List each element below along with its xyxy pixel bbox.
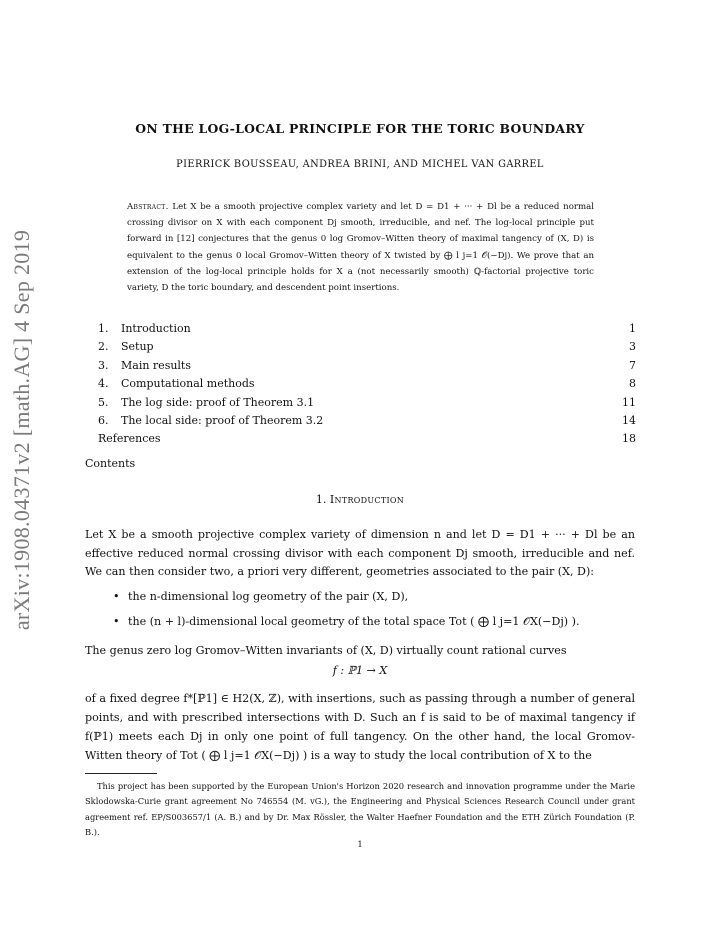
footnote-text: This project has been supported by the European Union's Horizon 2020 research and innovation programme under the Marie Sklodowska-Curie grant agreement No 746554 (M. vG.), the Engineering and Physical Sciences Research Council under grant agreement ref. EP/S003657/1 (A. B.) and by Dr. Max Rössler, the Walter Haefner Foundation and the ETH Zürich Foundation (P. B.). — [85, 781, 635, 837]
toc-entry-number: 3. — [98, 358, 109, 372]
footnote — [85, 779, 635, 840]
toc-entry[interactable] — [98, 394, 636, 412]
paper-authors: PIERRICK BOUSSEAU, ANDREA BRINI, AND MICHEL VAN GARREL — [176, 159, 544, 170]
toc-entry-page: 11 — [622, 395, 636, 409]
toc-entry-number: 5. — [98, 395, 109, 409]
list-item-text: the n-dimensional log geometry of the pair (X, D), — [128, 590, 409, 603]
display-equation: f : ℙ1 → X — [332, 664, 388, 677]
list-item — [113, 612, 633, 637]
bullet-list — [113, 587, 633, 637]
section-heading — [85, 493, 635, 506]
toc-entry[interactable] — [98, 412, 636, 430]
footnote-rule — [85, 773, 157, 774]
toc-entry-number: 2. — [98, 340, 109, 354]
toc-entry-number: 6. — [98, 413, 109, 427]
page-number: 1 — [357, 839, 363, 849]
bullet-icon: • — [113, 615, 120, 628]
arxiv-sidebar-stamp — [4, 215, 40, 645]
toc-entry-number: 1. — [98, 322, 109, 335]
toc-entry[interactable] — [98, 338, 636, 356]
list-item-text: the (n + l)-dimensional local geometry of the total space Tot ( ⨁ l j=1 𝒪X(−Dj) ). — [128, 615, 580, 628]
toc-entry-page: 1 — [629, 322, 636, 335]
toc-entry[interactable] — [98, 320, 636, 338]
toc-entry-title[interactable]: Computational methods — [121, 377, 255, 391]
abstract — [127, 199, 594, 296]
toc-entry-number: 4. — [98, 377, 109, 391]
paragraph: of a fixed degree f*[ℙ1] ∈ H2(X, ℤ), with insertions, such as passing through a number of general points, and with prescribed intersections with D. Such an f is said to be of maximal tangency if f(ℙ1) meets each Dj in only one point of full tangency. On the other hand, the local Gromov-Witten theory of Tot ( ⨁ l j=1 𝒪X(−Dj) ) is a way to study the local contribution of X to the — [85, 692, 635, 762]
list-item — [113, 587, 633, 612]
paragraph: The genus zero log Gromov–Witten invariants of (X, D) virtually count rational curves — [85, 644, 567, 657]
toc-references-page: 18 — [622, 432, 636, 446]
contents-heading: Contents — [85, 457, 136, 470]
toc-entry[interactable] — [98, 375, 636, 393]
paper-title: ON THE LOG-LOCAL PRINCIPLE FOR THE TORIC BOUNDARY — [135, 121, 585, 136]
toc-entry-page: 7 — [629, 358, 636, 372]
toc-entry-title[interactable]: The log side: proof of Theorem 3.1 — [121, 395, 315, 409]
section-title: Introduction — [329, 493, 405, 506]
paragraph: Let X be a smooth projective complex variety of dimension n and let D = D1 + ··· + Dl be an effective reduced normal crossing divisor with each component Dj smooth, irreducible and nef. We can then consider two, a priori very different, geometries associated to the pair (X, D): — [85, 528, 635, 579]
abstract-label: Abstract. — [127, 202, 169, 212]
toc-references-title[interactable]: References — [98, 432, 161, 446]
abstract-text: Let X be a smooth projective complex variety and let D = D1 + ··· + Dl be a reduced normal crossing divisor on X with each component Dj smooth, irreducible, and nef. The log-local principle put forward in [12] conjectures that the genus 0 log Gromov–Witten theory of maximal tangency of (X, D) is equivalent to the genus 0 local Gromov–Witten theory of X twisted by ⨁ l j=1 𝒪(−Dj). We prove that an extension of the log-local principle holds for X a (not necessarily smooth) ℚ-factorial projective toric variety, D the toric boundary, and descendent point insertions. — [127, 202, 594, 294]
toc-entry-title[interactable]: The local side: proof of Theorem 3.2 — [121, 413, 324, 427]
toc-entry-references[interactable] — [98, 430, 636, 448]
toc-entry-title[interactable]: Introduction — [121, 322, 191, 335]
section-number: 1. — [315, 493, 327, 506]
toc-entry-title[interactable]: Main results — [121, 358, 192, 372]
toc-entry-page: 3 — [629, 340, 636, 354]
bullet-icon: • — [113, 590, 120, 603]
toc-entry-page: 14 — [622, 413, 636, 427]
toc-entry[interactable] — [98, 357, 636, 375]
toc-entry-page: 8 — [629, 377, 636, 391]
toc-entry-title[interactable]: Setup — [121, 340, 154, 354]
table-of-contents — [98, 320, 636, 449]
arxiv-id: arXiv:1908.04371v2 [math.AG] 4 Sep 2019 — [9, 229, 34, 631]
